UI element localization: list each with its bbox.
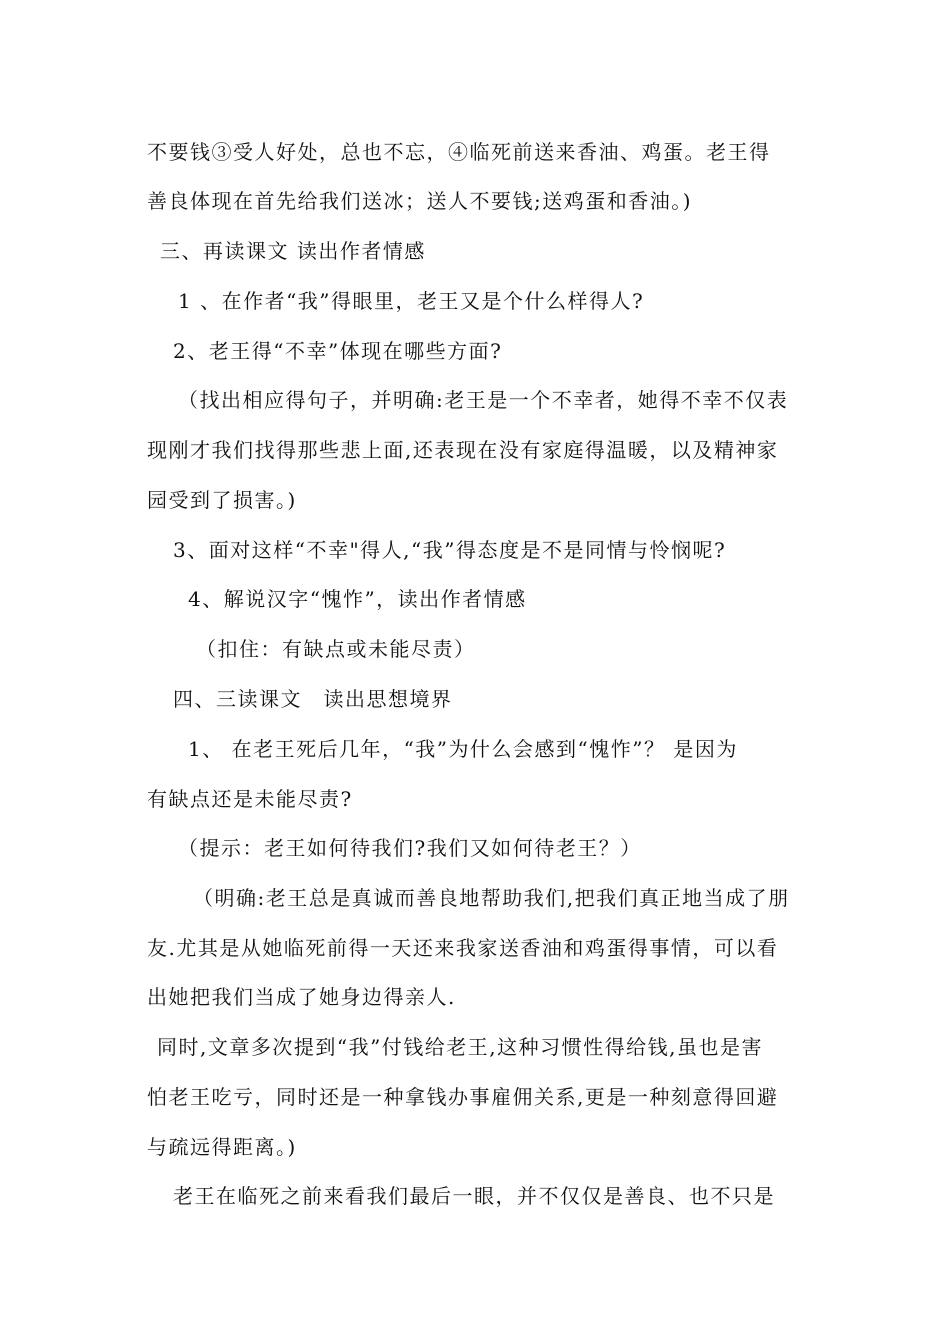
text-line: （扣住：有缺点或未能尽责） bbox=[196, 637, 476, 661]
question-line: 2、老王得“不幸”体现在哪些方面? bbox=[173, 339, 503, 363]
text-line: 同时,文章多次提到“我”付钱给老王,这种习惯性得给钱,虽也是害 bbox=[157, 1035, 764, 1059]
text-line: 园受到了损害。) bbox=[147, 488, 297, 512]
question-line: 3、面对这样“不幸"得人,“我”得态度是不是同情与怜悯呢? bbox=[173, 538, 727, 562]
section-heading: 三、再读课文 读出作者情感 bbox=[160, 239, 426, 263]
question-line: 1 、在作者“我”得眼里，老王又是个什么样得人? bbox=[178, 289, 645, 313]
text-line: 不要钱③受人好处，总也不忘，④临死前送来香油、鸡蛋。老王得 bbox=[147, 140, 771, 164]
question-line: 4、解说汉字“愧怍”，读出作者情感 bbox=[188, 587, 527, 611]
text-line: 友.尤其是从她临死前得一天还来我家送香油和鸡蛋得事情，可以看 bbox=[147, 936, 779, 960]
text-line: （提示：老王如何待我们?我们又如何待老王？） bbox=[178, 836, 642, 860]
text-line: 与疏远得距离。) bbox=[147, 1135, 297, 1159]
text-line: （明确:老王总是真诚而善良地帮助我们,把我们真正地当成了朋 bbox=[193, 886, 790, 910]
text-line: 老王在临死之前来看我们最后一眼，并不仅仅是善良、也不只是 bbox=[173, 1184, 775, 1208]
text-line: 有缺点还是未能尽责? bbox=[147, 787, 353, 811]
text-line: 怕老王吃亏，同时还是一种拿钱办事雇佣关系,更是一种刻意得回避 bbox=[147, 1085, 779, 1109]
section-heading: 四、三读课文 读出思想境界 bbox=[173, 687, 453, 711]
text-line: 出她把我们当成了她身边得亲人. bbox=[147, 985, 456, 1009]
question-line: 1、 在老王死后几年，“我”为什么会感到“愧怍”？ 是因为 bbox=[188, 737, 738, 761]
text-line: （找出相应得句子，并明确:老王是一个不幸者，她得不幸不仅表 bbox=[178, 388, 789, 412]
text-line: 现刚才我们找得那些悲上面,还表现在没有家庭得温暖，以及精神家 bbox=[147, 438, 779, 462]
text-line: 善良体现在首先给我们送冰；送人不要钱;送鸡蛋和香油。) bbox=[147, 189, 693, 213]
